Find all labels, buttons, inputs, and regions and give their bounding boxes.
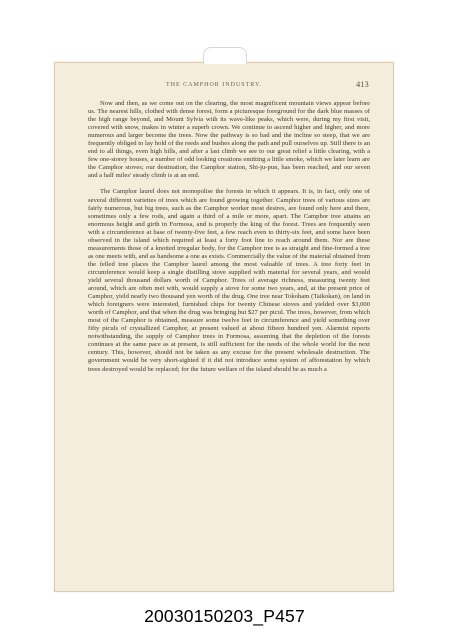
paragraph: The Camphor laurel does not monopolise the forests in which it appears. It is, in fact, only one of several different varieties of trees which are found growing together. Camphor trees of various sizes are fairly numerous, but big trees, such as the Camphor worker most desires, are found only here and there, sometimes only a few rods, and again a third of a mile or more, apart. The Camphor tree attains an enormous height and girth in Formosa, and is properly the king of the forest. Trees are frequently seen with a circumference at base of twenty-five feet, a few reach even to thirty-six feet, and some have been observed in the island which required at least a forty foot line to reach around them. Nor are these measurements those of a knotted irregular body, for the Camphor tree is as straight and fine-formed a tree as one meets with, and as handsome a one as exists. Commercially the value of the material obtained from the felled tree places the Camphor laurel among the most valuable of trees. A tree forty feet in circumference would keep a single distilling stove supplied with material for several years, and would yield several thousand dollars worth of Camphor. Trees of average richness, measuring twenty feet around, which are often met with, would supply a stove for some two years, and, at the present price of Camphor, yield nearly two thousand yen worth of the drug. One tree near Tokoham (Taikokan), on land in which foreigners were interested, furnished chips for twenty Chinese stoves and yielded over $3,000 worth of Camphor, and that when the drug was bringing but $27 per picul. The trees, however, from which most of the Camphor is obtained, measure some twelve feet in circumference and yield something over fifty piculs of crystallized Camphor, at present valued at about fifteen hundred yen. Alarmist reports notwithstanding, the supply of Camphor trees in Formosa, assuming that the depletion of the forests continues at the same pace as at present, is still sufficient for the needs of the whole world for the next century. This, however, should not be taken as any excuse for the present wholesale destruction. The government would be very short-sighted if it did not introduce some system of afforestation by which trees destroyed would be replaced; for the future welfare of the island should be as much a [88,188,370,373]
running-head: THE CAMPHOR INDUSTRY. [165,82,263,88]
paragraph: Now and then, as we come out on the clearing, the most magnificent mountain views appear before us. The nearest hills, clothed with dense forest, form a picturesque foreground for the dark blue masses of the high range beyond, and Mount Sylvia with its wave-like peaks, which were, during my first visit, covered with snow, makes in winter a superb crown. We continue to ascend higher and higher, and more numerous and larger become the trees. Now the pathway is so bad and the incline so steep, that we are frequently obliged to lay hold of the reeds and bushes along the path and pull ourselves up. Still there is an end to all things, even high hills, and after a last climb we see to our great relief a little clearing, with a few one-storey houses, a number of odd looking creations emitting a little smoke, which we later learn are the Camphor stoves; our destination, the Camphor station, Shi-ju-pun, has been reached, and our seven and a half miles' steady climb is at an end. [88,100,370,180]
archive-caption: 20030150203_P457 [144,606,305,626]
archive-tab [203,47,247,64]
page-number: 413 [356,79,369,89]
body-text [88,100,370,382]
